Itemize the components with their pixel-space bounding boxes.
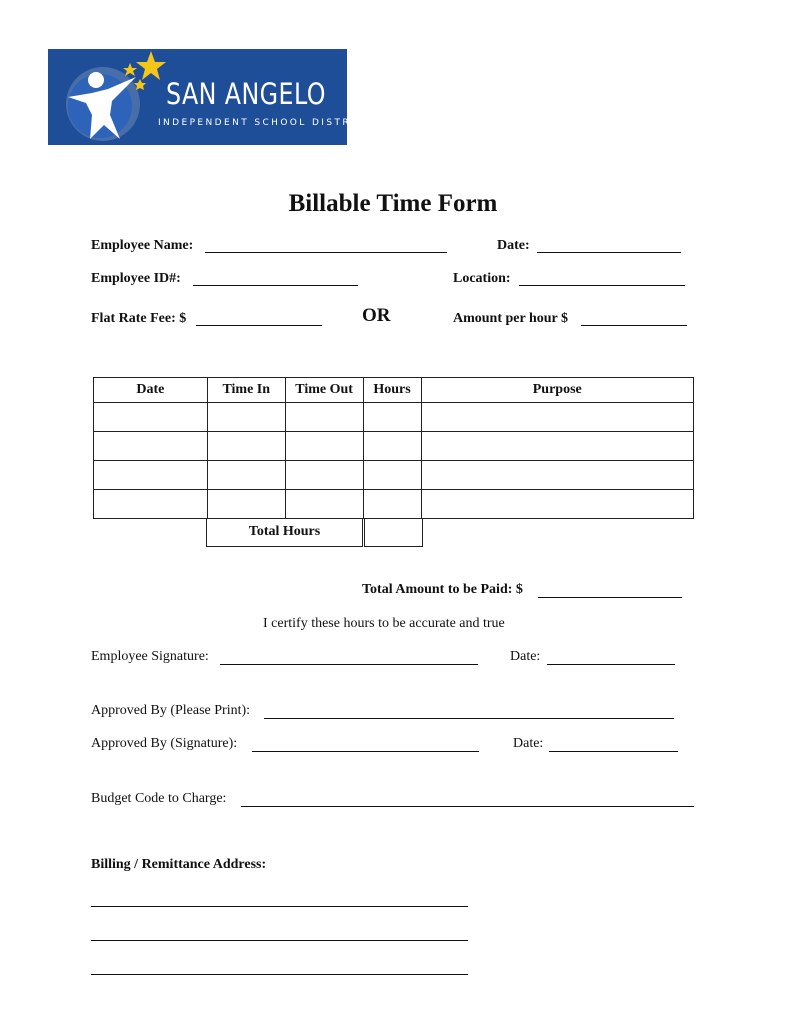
location-field[interactable]: [519, 285, 685, 286]
flat-rate-field[interactable]: [196, 325, 322, 326]
time-in-cell[interactable]: [207, 461, 285, 490]
employee-id-field[interactable]: [193, 285, 358, 286]
column-header-hours: Hours: [363, 378, 421, 403]
billing-address-label: Billing / Remittance Address:: [91, 857, 267, 872]
time-out-cell[interactable]: [285, 490, 363, 519]
time-in-cell[interactable]: [207, 432, 285, 461]
employee-signature-label: Employee Signature:: [91, 649, 209, 664]
total-amount-field[interactable]: [538, 597, 682, 598]
approved-signature-field[interactable]: [252, 751, 479, 752]
employee-signature-field[interactable]: [220, 664, 478, 665]
time-table: [93, 377, 694, 519]
purpose-cell[interactable]: [421, 403, 694, 432]
column-header-time-in: Time In: [207, 378, 285, 403]
approved-print-field[interactable]: [264, 718, 674, 719]
date-cell[interactable]: [94, 403, 208, 432]
date-cell[interactable]: [94, 461, 208, 490]
table-row: [94, 461, 694, 490]
purpose-cell[interactable]: [421, 432, 694, 461]
certification-statement: I certify these hours to be accurate and true: [263, 616, 505, 631]
hours-cell[interactable]: [363, 432, 421, 461]
amount-per-hour-field[interactable]: [581, 325, 687, 326]
billing-address-line-2[interactable]: [91, 940, 468, 941]
column-header-purpose: Purpose: [421, 378, 694, 403]
employee-name-label: Employee Name:: [91, 238, 194, 253]
employee-id-label: Employee ID#:: [91, 271, 181, 286]
purpose-cell[interactable]: [421, 490, 694, 519]
time-in-cell[interactable]: [207, 403, 285, 432]
billing-address-line-1[interactable]: [91, 906, 468, 907]
table-row: [94, 432, 694, 461]
or-label: OR: [362, 305, 391, 326]
billing-address-line-3[interactable]: [91, 974, 468, 975]
logo-subtitle: INDEPENDENT SCHOOL DISTRICT: [158, 118, 373, 128]
column-header-date: Date: [94, 378, 208, 403]
hours-cell[interactable]: [363, 490, 421, 519]
hours-cell[interactable]: [363, 403, 421, 432]
page-title: Billable Time Form: [288, 190, 498, 217]
date-field[interactable]: [537, 252, 681, 253]
amount-per-hour-label: Amount per hour $: [453, 311, 569, 326]
time-out-cell[interactable]: [285, 432, 363, 461]
hours-cell[interactable]: [363, 461, 421, 490]
date-cell[interactable]: [94, 432, 208, 461]
time-out-cell[interactable]: [285, 461, 363, 490]
approved-date-label: Date:: [513, 736, 544, 751]
approved-date-field[interactable]: [549, 751, 678, 752]
total-amount-label: Total Amount to be Paid: $: [362, 582, 523, 597]
budget-code-field[interactable]: [241, 806, 694, 807]
total-hours-field[interactable]: [364, 518, 423, 547]
purpose-cell[interactable]: [421, 461, 694, 490]
location-label: Location:: [453, 271, 511, 286]
approved-print-label: Approved By (Please Print):: [91, 703, 251, 718]
time-in-cell[interactable]: [207, 490, 285, 519]
time-out-cell[interactable]: [285, 403, 363, 432]
table-header-row: [94, 378, 694, 403]
signature-date-label: Date:: [510, 649, 541, 664]
logo-name: SAN ANGELO: [166, 77, 326, 111]
date-label: Date:: [497, 238, 530, 253]
date-cell[interactable]: [94, 490, 208, 519]
total-hours-label: Total Hours: [206, 518, 363, 547]
signature-date-field[interactable]: [547, 664, 675, 665]
approved-signature-label: Approved By (Signature):: [91, 736, 238, 751]
flat-rate-label: Flat Rate Fee: $: [91, 311, 187, 326]
table-row: [94, 490, 694, 519]
employee-name-field[interactable]: [205, 252, 447, 253]
budget-code-label: Budget Code to Charge:: [91, 791, 227, 806]
district-logo: [48, 49, 373, 145]
table-row: [94, 403, 694, 432]
column-header-time-out: Time Out: [285, 378, 363, 403]
